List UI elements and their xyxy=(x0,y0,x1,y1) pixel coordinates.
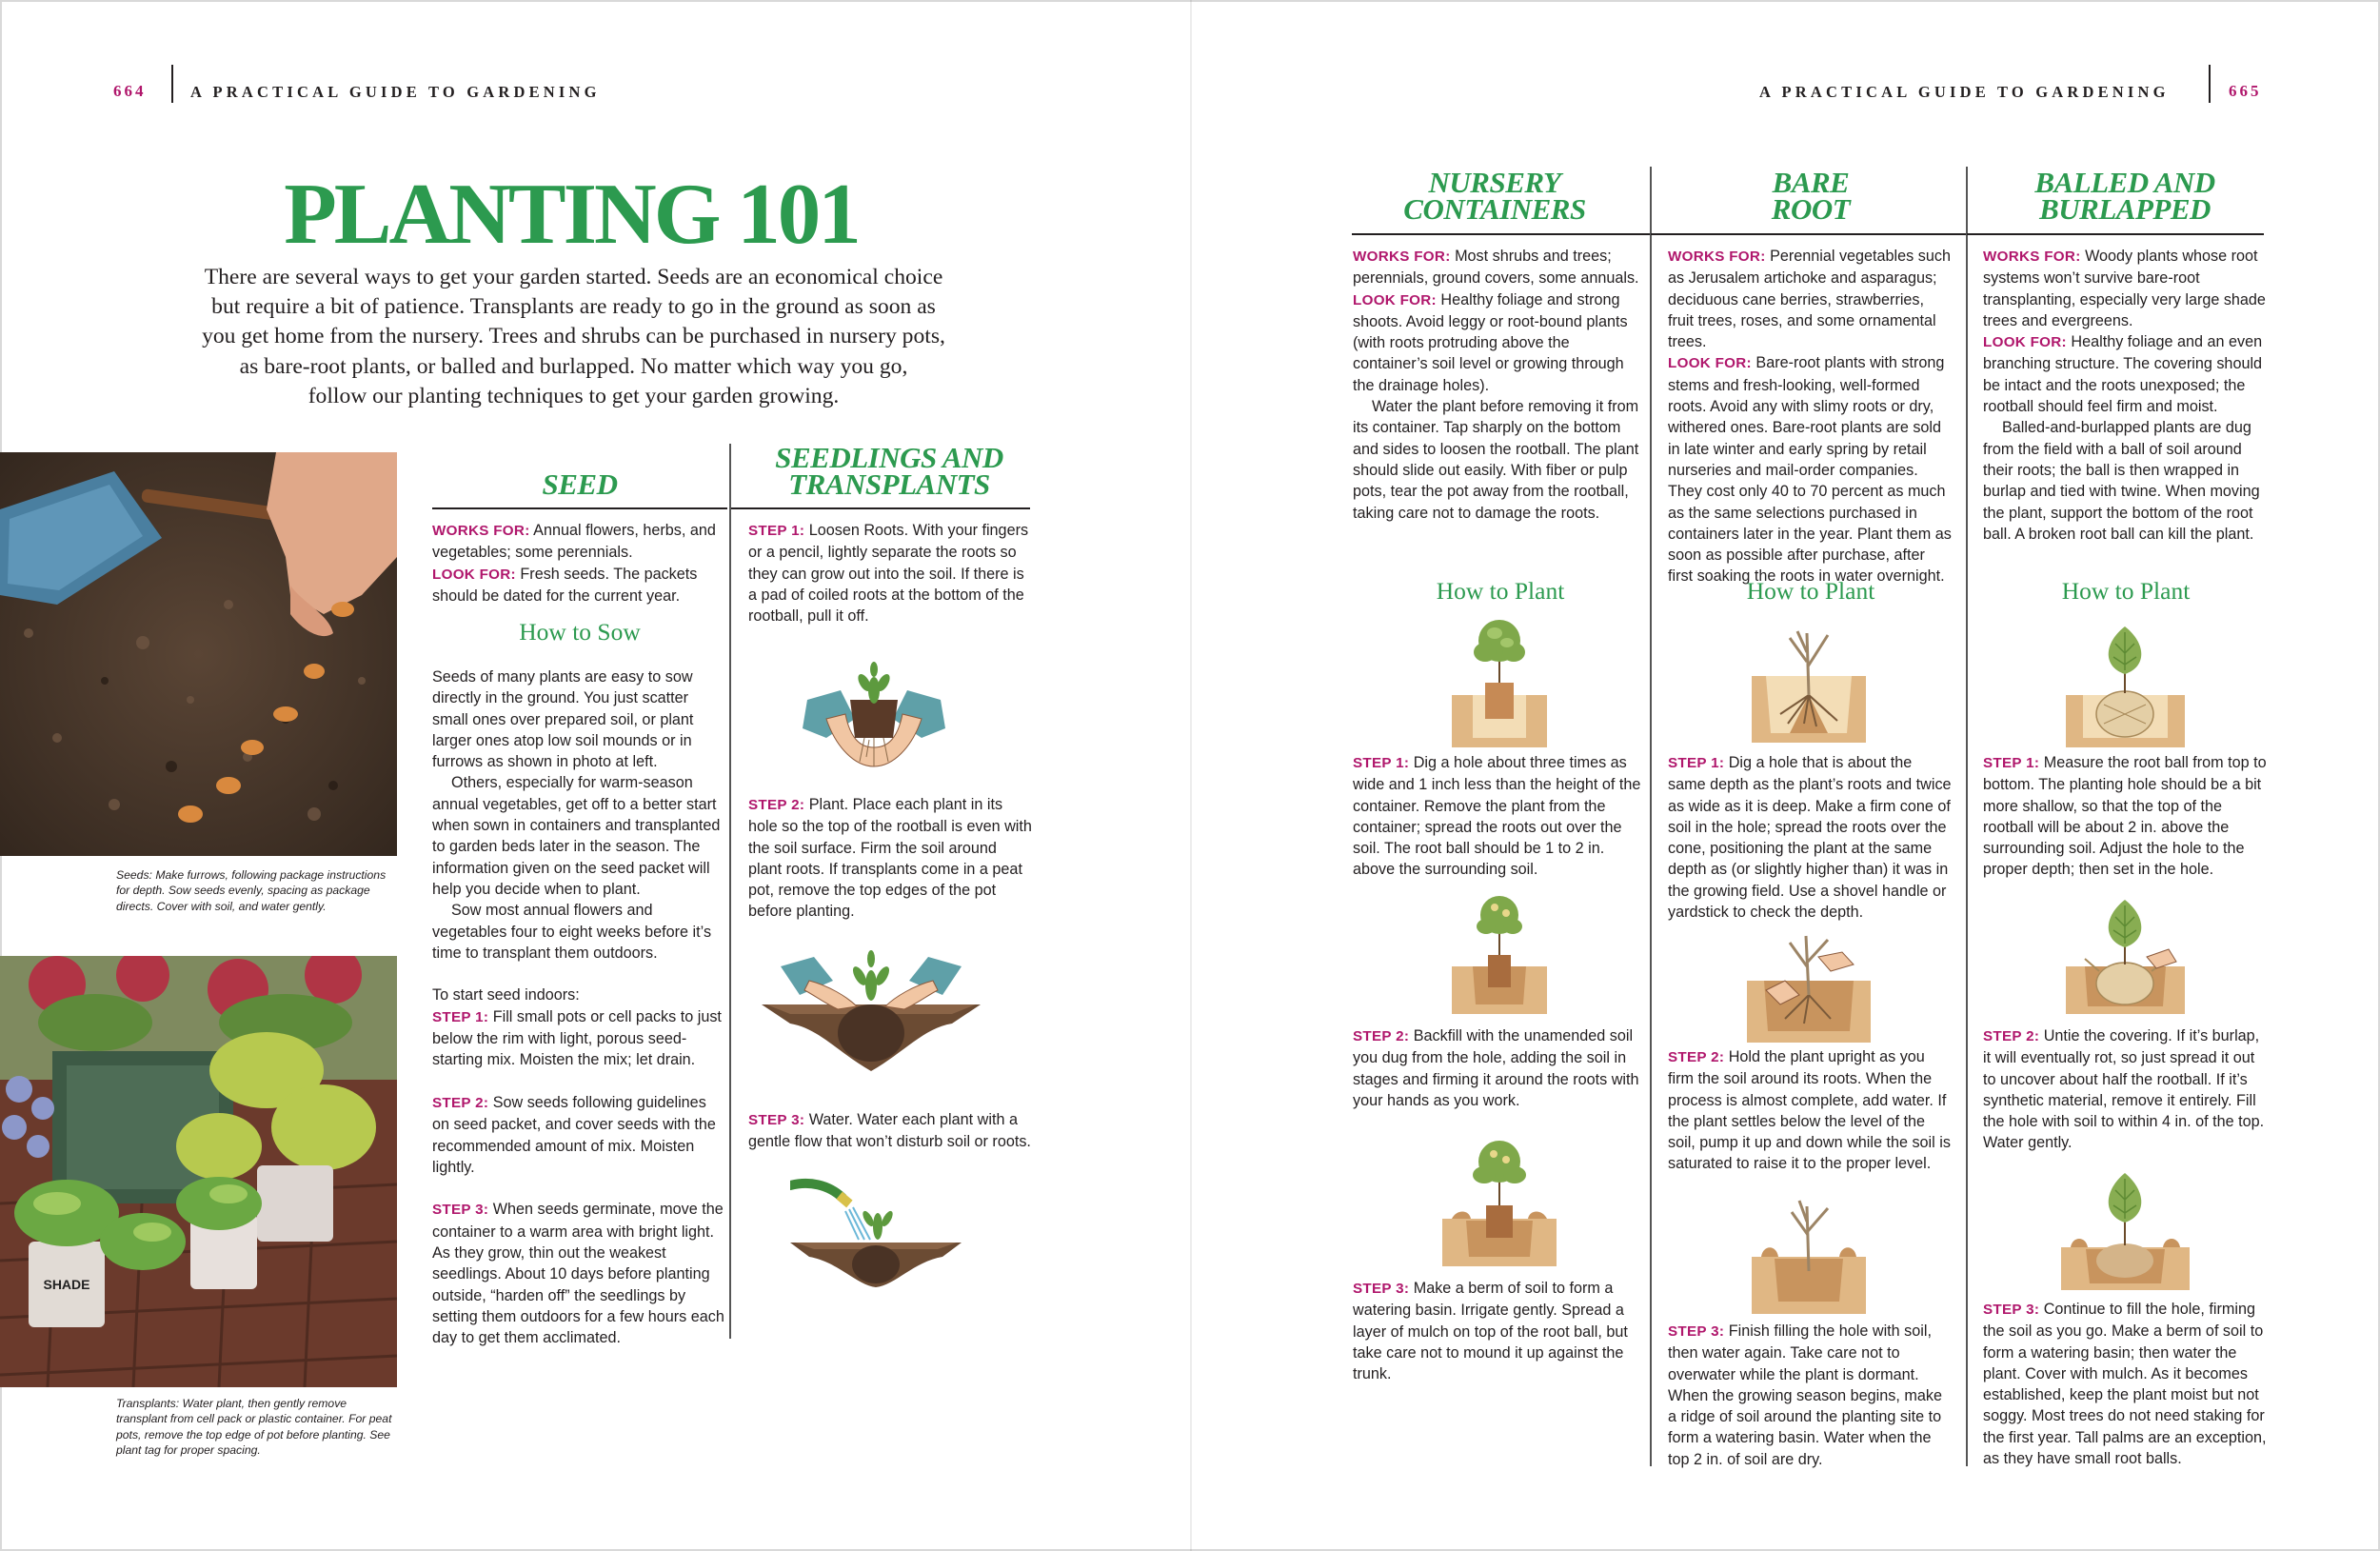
right-header-rule xyxy=(2209,65,2211,103)
seed-step: STEP 1: Fill small pots or cell packs to just below the rim with light, porous seed-starting mix. Moisten the mix; let drain. xyxy=(432,1007,722,1069)
seedlings-heading-rule xyxy=(731,507,1030,509)
left-page-number: 664 xyxy=(113,82,147,100)
balled-burlapped-heading: BALLED AND BURLAPPED xyxy=(2034,166,2215,226)
bare-root-step3-illustration xyxy=(1752,1195,1866,1314)
seed-paragraph: Sow most annual flowers and vegetables four to eight weeks before it’s time to transplant them outdoors. xyxy=(432,902,712,962)
watering-illustration xyxy=(790,1171,962,1290)
right-column-divider-2 xyxy=(1966,167,1968,1466)
loosen-roots-illustration xyxy=(798,662,950,776)
balled-burlapped-heading-rule xyxy=(1967,233,2264,235)
how-to-sow-heading: How to Sow xyxy=(519,618,641,646)
balled-step-2: STEP 2: Untie the covering. If it’s burlap, it will eventually rot, so just spread it out to uncover about half the rootball. If it’s synthetic material, remove it entirely. Fill the hole with soil to within 4 in. of the top. Water gently. xyxy=(1983,1027,2265,1152)
right-page-number: 665 xyxy=(2229,82,2262,100)
seedlings-step-2: STEP 2: Plant. Place each plant in its hole so the top of the rootball is even with the soil surface. Firm the soil around plant roots. If transplants come in a peat pot, remove the top edges of the pot before planting. xyxy=(748,796,1032,921)
seed-look-for: Fresh seeds. The packets should be dated for the current year. xyxy=(432,565,698,605)
nursery-how-to-plant: How to Plant xyxy=(1436,577,1565,605)
plant-illustration xyxy=(762,938,981,1081)
nursery-step2-illustration xyxy=(1452,890,1547,1014)
bare-root-heading: BARE ROOT xyxy=(1771,166,1851,226)
seed-indoors-intro: To start seed indoors: xyxy=(432,986,580,1004)
page-gutter xyxy=(1190,0,1192,1551)
seedlings-step-3: STEP 3: Water. Water each plant with a gentle flow that won’t disturb soil or roots. xyxy=(748,1111,1031,1151)
pot-label-text: SHADE xyxy=(43,1277,90,1292)
bare-root-step1-illustration xyxy=(1752,624,1866,743)
intro-line: you get home from the nursery. Trees and shrubs can be purchased in nursery pots, xyxy=(202,324,945,349)
intro-line: as bare-root plants, or balled and burlapped. No matter which way you go, xyxy=(239,353,908,379)
bare-root-step2-illustration xyxy=(1747,928,1871,1043)
balled-step2-illustration xyxy=(2066,890,2185,1014)
nursery-heading: NURSERY CONTAINERS xyxy=(1403,166,1586,226)
left-running-head: A PRACTICAL GUIDE TO GARDENING xyxy=(190,83,601,101)
intro-line: but require a bit of patience. Transplants are ready to go in the ground as soon as xyxy=(211,294,936,320)
seed-step: STEP 3: When seeds germinate, move the container to a warm area with bright light. As they grow, thin out the weakest seedlings. About 10 days before planting outside, “harden off” the seedlings by setting them outdoors for a few hours each day to get them acclimated. xyxy=(432,1201,724,1347)
bare-root-intro: WORKS FOR: Perennial vegetables such as Jerusalem artichoke and asparagus; deciduous cane berries, strawberries, fruit trees, roses, and some ornamental trees. LOOK FOR: Bare-root plants with strong stems and fresh-looking, well-formed roots. Avoid any with slimy roots or dry, withered ones. Bare-root plants are sold in late winter and early spring by retail nurseries and mail-order companies. They cost only 40 to 70 percent as much as the same selections purchased in containers later in the year. Plant them as soon as possible after purchase, after first soaking the roots in water overnight. xyxy=(1668,248,1952,586)
nursery-step-3: STEP 3: Make a berm of soil to form a watering basin. Irrigate gently. Spread a layer of mulch on top of the root ball, but take care not to mound it up against the trunk. xyxy=(1353,1280,1628,1383)
bare-root-step-1: STEP 1: Dig a hole that is about the same depth as the plant’s roots and twice as wide as it is deep. Make a firm cone of soil in the hole; spread the roots over the cone, positioning the plant at the same depth as (or slightly higher than) it was in the growing field. Use a shovel handle or yardstick to check the depth. xyxy=(1668,754,1952,922)
seed-works-for: Annual flowers, herbs, and vegetables; some perennials. xyxy=(432,522,716,562)
bare-root-step-2: STEP 2: Hold the plant upright as you firm the soil around its roots. When the process is almost complete, add water. If the plant settles below the level of the soil, pump it up and down while the soil is saturated to raise it to the proper level. xyxy=(1668,1048,1951,1173)
look-for-label: LOOK FOR: xyxy=(432,566,516,583)
intro-line: There are several ways to get your garden started. Seeds are an economical choice xyxy=(204,265,943,289)
seedlings-step-1: STEP 1: Loosen Roots. With your fingers or a pencil, lightly separate the roots so they can grow out into the soil. If there is a pad of coiled roots at the bottom of the rootball, pull it off. xyxy=(748,522,1029,626)
seed-heading: SEED xyxy=(542,467,618,501)
seed-column-body xyxy=(432,666,727,1349)
seed-step: STEP 2: Sow seeds following guidelines on seed packet, and cover seeds with the recommended amount of mix. Moisten lightly. xyxy=(432,1093,716,1176)
intro-paragraph xyxy=(114,263,1033,411)
balled-step-3: STEP 3: Continue to fill the hole, firming the soil as you go. Make a berm of soil to form a watering basin; then water the plant. Cover with mulch. As it becomes established, keep the plant moist but not soggy. Most trees do not need staking for the first year. Tall palms are an exception, as they have small root balls. xyxy=(1983,1301,2267,1468)
right-running-head: A PRACTICAL GUIDE TO GARDENING xyxy=(1759,83,2170,101)
intro-line: follow our planting techniques to get your garden growing. xyxy=(307,383,840,408)
nursery-step-2: STEP 2: Backfill with the unamended soil you dug from the hole, adding the soil in stages and firming it around the roots with your hands as you work. xyxy=(1353,1027,1639,1109)
seeds-photo xyxy=(0,452,397,856)
left-column-divider xyxy=(729,444,731,1339)
transplants-photo xyxy=(0,956,397,1387)
left-header-rule xyxy=(171,65,173,103)
bare-root-heading-rule xyxy=(1651,233,1966,235)
nursery-step3-illustration xyxy=(1442,1133,1557,1266)
seedlings-heading: SEEDLINGS AND TRANSPLANTS xyxy=(775,441,1003,501)
page-title: PLANTING 101 xyxy=(284,166,859,262)
balled-burlapped-how-to-plant: How to Plant xyxy=(2061,577,2191,605)
balled-step3-illustration xyxy=(2061,1162,2190,1290)
seeds-photo-caption: Seeds: Make furrows, following package instructions for depth. Sow seeds evenly, spacing as package directs. Cover with soil, and water gently. xyxy=(116,868,387,913)
seed-paragraph: Seeds of many plants are easy to sow directly in the ground. You just scatter small ones over prepared soil, or plant larger ones atop low soil mounds or in furrows as shown in photo at left. xyxy=(432,668,694,771)
balled-burlapped-intro: WORKS FOR: Woody plants whose root systems won’t survive bare-root transplanting, especially very large shade trees and evergreens. LOOK FOR: Healthy foliage and an even branching structure. The covering should be intact and the roots unexposed; the rootball should feel firm and moist. Balled-and-burlapped plants are dug from the field with a ball of soil around their roots; the ball is then wrapped in burlap and tied with twine. When moving the plant, support the bottom of the root ball. A broken root ball can kill the plant. xyxy=(1983,248,2266,543)
transplants-photo-caption: Transplants: Water plant, then gently remove transplant from cell pack or plastic container. For peat pots, remove the top edge of pot before planting. See plant tag for proper spacing. xyxy=(116,1397,392,1458)
works-for-label: WORKS FOR: xyxy=(432,523,530,539)
nursery-step1-illustration xyxy=(1452,614,1547,747)
bare-root-how-to-plant: How to Plant xyxy=(1746,577,1875,605)
bare-root-step-3: STEP 3: Finish filling the hole with soil, then water again. Take care not to overwater while the plant is dormant. When the growing season begins, make a ridge of soil around the planting site to form a watering basin. Water when the top 2 in. of soil are dry. xyxy=(1668,1322,1942,1468)
seed-paragraph: Others, especially for warm-season annual vegetables, get off to a better start when sown in containers and transplanted to garden beds later in the season. The information given on the seed packet will help you decide when to plant. xyxy=(432,774,721,898)
balled-step1-illustration xyxy=(2066,619,2185,747)
balled-step-1: STEP 1: Measure the root ball from top to bottom. The planting hole should be a bit more shallow, so that the top of the rootball will be about 2 in. above the surrounding soil. Adjust the hole to the proper depth; then set in the hole. xyxy=(1983,754,2267,879)
nursery-intro: WORKS FOR: Most shrubs and trees; perennials, ground covers, some annuals. LOOK FOR: Healthy foliage and strong shoots. Avoid leggy or root-bound plants (with roots protruding above the container’s soil level or growing through the drainage holes). Water the plant before removing it from its container. Tap sharply on the bottom and sides to loosen the rootball. The plant should slide out easily. With fiber or pulp pots, tear the pot away from the rootball, taking care not to damage the roots. xyxy=(1353,248,1639,522)
right-column-divider-1 xyxy=(1650,167,1652,1466)
nursery-heading-rule xyxy=(1352,233,1650,235)
seed-column-top xyxy=(432,520,727,606)
seed-heading-rule xyxy=(432,507,727,509)
nursery-step-1: STEP 1: Dig a hole about three times as wide and 1 inch less than the height of the container. Remove the plant from the container; spread the roots out over the soil. The root ball should be 1 to 2 in. above the surrounding soil. xyxy=(1353,754,1641,879)
